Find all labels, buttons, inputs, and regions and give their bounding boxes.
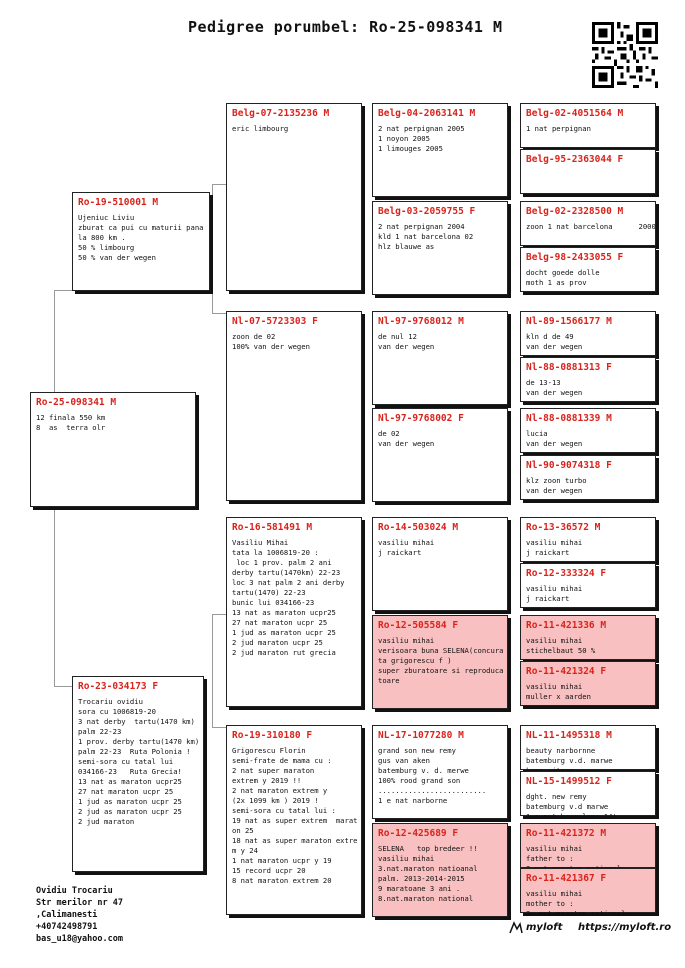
bird-notes: vasiliu mihai j raickart — [378, 538, 435, 557]
ring-number: Ro-11-421336 M — [526, 620, 607, 631]
bird-card-g8[interactable] — [520, 455, 656, 500]
bird-card-dds[interactable] — [372, 725, 508, 819]
ring-number: Nl-88-0881313 F — [526, 362, 612, 373]
bird-notes: vasiliu mihai muller x aarden — [526, 682, 591, 701]
bird-card-sire[interactable] — [72, 192, 210, 291]
ring-number: NL-11-1495318 M — [526, 730, 612, 741]
bird-notes: Ujeniuc Liviu zburat ca pui cu maturii pana la 800 km . 50 % limbourg 50 % van der wegen — [78, 213, 204, 262]
bird-card-dsd[interactable] — [372, 615, 508, 709]
bird-notes: 2 nat perpignan 2005 1 noyon 2005 1 limouges 2005 — [378, 124, 465, 153]
bird-notes: 1 nat perpignan — [526, 124, 591, 133]
bird-card-g16[interactable] — [520, 868, 656, 918]
website-link[interactable]: https://myloft.ro — [578, 922, 672, 933]
bird-card-sdd[interactable] — [372, 408, 508, 502]
bird-notes: vasiliu mihai mother to : 3. nat maraton national — [526, 889, 626, 918]
ring-number: Ro-25-098341 M — [36, 397, 117, 408]
bird-notes: de 02 van der wegen — [378, 429, 435, 448]
bird-card-ddd[interactable] — [372, 823, 508, 917]
bird-notes: vasiliu mihai j raickart — [526, 584, 583, 603]
ring-number: Belg-02-2328500 M — [526, 206, 624, 217]
ring-number: Ro-14-503024 M — [378, 522, 459, 533]
bird-card-g13[interactable] — [520, 725, 656, 770]
ring-number: Nl-97-9768012 M — [378, 316, 464, 327]
bird-notes: vasiliu mihai stichelbaut 50 % — [526, 636, 596, 655]
ring-number: NL-17-1077280 M — [378, 730, 464, 741]
bird-card-sire-sire[interactable] — [226, 103, 362, 291]
ring-number: Nl-07-5723303 F — [232, 316, 318, 327]
ring-number: Nl-89-1566177 M — [526, 316, 612, 327]
ring-number: Belg-07-2135236 M — [232, 108, 330, 119]
page-title: Pedigree porumbel: Ro-25-098341 M — [188, 18, 503, 36]
bird-notes: vasiliu mihai j raickart — [526, 538, 583, 557]
bird-card-g3[interactable] — [520, 201, 656, 246]
bird-card-g15[interactable] — [520, 823, 656, 868]
bird-card-dam-sire[interactable] — [226, 517, 362, 707]
ring-number: Nl-97-9768002 F — [378, 413, 464, 424]
bird-card-main[interactable] — [30, 392, 196, 507]
bird-card-dam-dam[interactable] — [226, 725, 362, 915]
ring-number: Ro-16-581491 M — [232, 522, 313, 533]
bird-notes: SELENA top bredeer !! vasiliu mihai 3.nat.maraton natioanal palm. 2013-2014-2015 9 maratoane 3 ani . 8.nat.maraton national — [378, 844, 478, 903]
ring-number: Ro-12-333324 F — [526, 568, 607, 579]
ring-number: Belg-03-2059755 F — [378, 206, 476, 217]
bird-notes: Vasiliu Mihai tata la 1006819-20 : loc 1 prov. palm 2 ani derby tartu(1470km) 22-23 loc 3 nat palm 2 ani derby tartu(1470) 22-23 bunic lui 034166-23 13 nat as maraton ucpr25 27 nat maraton ucpr 25 1 jud as maraton ucpr 25 2 jud maraton ucpr 25 2 jud maraton rut grecia — [232, 538, 345, 657]
bird-notes: beauty narbornne batemburg v.d. marwe — [526, 746, 613, 765]
bird-notes: vasiliu mihai father to : — [526, 844, 583, 863]
bird-notes: grand son new remy gus van aken batemburg v. d. merwe 100% rood grand son ......................... 1 e nat narborne — [378, 746, 487, 805]
ring-number: NL-15-1499512 F — [526, 776, 612, 787]
bird-notes: dght. new remy batemburg v.d marwe 1 e nat barcelona 14' — [526, 792, 617, 821]
myloft-logo-icon — [508, 920, 524, 936]
ring-number: Ro-11-421367 F — [526, 873, 607, 884]
bird-notes: de 13-13 van der wegen — [526, 378, 583, 397]
ring-number: Ro-13-36572 M — [526, 522, 601, 533]
bird-notes: klz zoon turbo van der wegen — [526, 476, 587, 495]
ring-number: Belg-95-2363044 F — [526, 154, 624, 165]
bird-card-g12[interactable] — [520, 661, 656, 706]
bird-notes: Trocariu ovidiu sora cu 1006819-20 3 nat derby tartu(1470 km) palm 22-23 1 prov. derby tartu(1470 km) palm 22-23 Ruta Polonia ! semi-sora cu tatal lui 034166-23 Ruta Grecia! 13 nat as maraton ucpr25 27 nat maraton ucpr 25 1 jud as maraton ucpr 25 2 jud as maraton ucpr 25 2 jud maraton — [78, 697, 200, 826]
bird-notes: zoon 1 nat barcelona 2000 — [526, 222, 656, 231]
qr-code — [592, 22, 658, 88]
bird-card-g11[interactable] — [520, 615, 656, 660]
bird-card-sds[interactable] — [372, 311, 508, 405]
bird-card-sss[interactable] — [372, 103, 508, 197]
bird-notes: zoon de 02 100% van der wegen — [232, 332, 310, 351]
ring-number: Ro-11-421324 F — [526, 666, 607, 677]
bird-card-g7[interactable] — [520, 408, 656, 453]
bird-card-g1[interactable] — [520, 103, 656, 148]
ring-number: Ro-19-310180 F — [232, 730, 313, 741]
bird-notes: de nul 12 van der wegen — [378, 332, 435, 351]
bird-card-g5[interactable] — [520, 311, 656, 356]
ring-number: Ro-11-421372 M — [526, 828, 607, 839]
ring-number: Ro-19-510001 M — [78, 197, 159, 208]
ring-number: Nl-88-0881339 M — [526, 413, 612, 424]
bird-notes: eric limbourg — [232, 124, 289, 133]
bird-card-g9[interactable] — [520, 517, 656, 562]
bird-card-g6[interactable] — [520, 357, 656, 402]
bird-card-dss[interactable] — [372, 517, 508, 611]
bird-card-dam[interactable] — [72, 676, 204, 872]
ring-number: Ro-23-034173 F — [78, 681, 159, 692]
bird-notes: lucia van der wegen — [526, 429, 583, 448]
bird-notes: Grigorescu Florin semi-frate de mama cu : 2 nat super maraton extrem y 2019 !! 2 nat maraton extrem y (2x 1099 km ) 2019 ! semi-sora cu tatal lui : 19 nat as super extrem marat on 25 18 nat as super maraton extre m y 24 1 nat maraton ucpr y 19 15 record ucpr 20 8 nat maraton extrem 20 — [232, 746, 358, 885]
ring-number: Belg-98-2433055 F — [526, 252, 624, 263]
bird-card-g14[interactable] — [520, 771, 656, 821]
connector-dam — [212, 614, 227, 728]
ring-number: Belg-04-2063141 M — [378, 108, 476, 119]
ring-number: Nl-90-9074318 F — [526, 460, 612, 471]
brand-name: myloft — [526, 922, 563, 933]
ring-number: Ro-12-425689 F — [378, 828, 459, 839]
bird-notes: 2 nat perpignan 2004 kld 1 nat barcelona 02 hlz blauwe as — [378, 222, 474, 251]
bird-notes: 12 finala 550 km 8 as terra olr — [36, 413, 106, 432]
bird-card-g10[interactable] — [520, 563, 656, 608]
bird-notes: kln d de 49 van der wegen — [526, 332, 583, 351]
bird-card-sire-dam[interactable] — [226, 311, 362, 501]
ring-number: Ro-12-505584 F — [378, 620, 459, 631]
ring-number: Belg-02-4051564 M — [526, 108, 624, 119]
bird-card-ssd[interactable] — [372, 201, 508, 295]
bird-card-g2[interactable] — [520, 149, 656, 194]
bird-card-g4[interactable] — [520, 247, 656, 292]
owner-contact: Ovidiu Trocariu Str merilor nr 47 ,Calimanesti +40742498791 bas_u18@yahoo.com — [36, 886, 123, 944]
bird-notes: vasiliu mihai verisoara buna SELENA(concura ta grigorescu f ) super zburatoare si reproduca toare — [378, 636, 504, 685]
bird-notes: docht goede dolle moth 1 as prov — [526, 268, 600, 287]
connector-sire — [212, 184, 227, 314]
